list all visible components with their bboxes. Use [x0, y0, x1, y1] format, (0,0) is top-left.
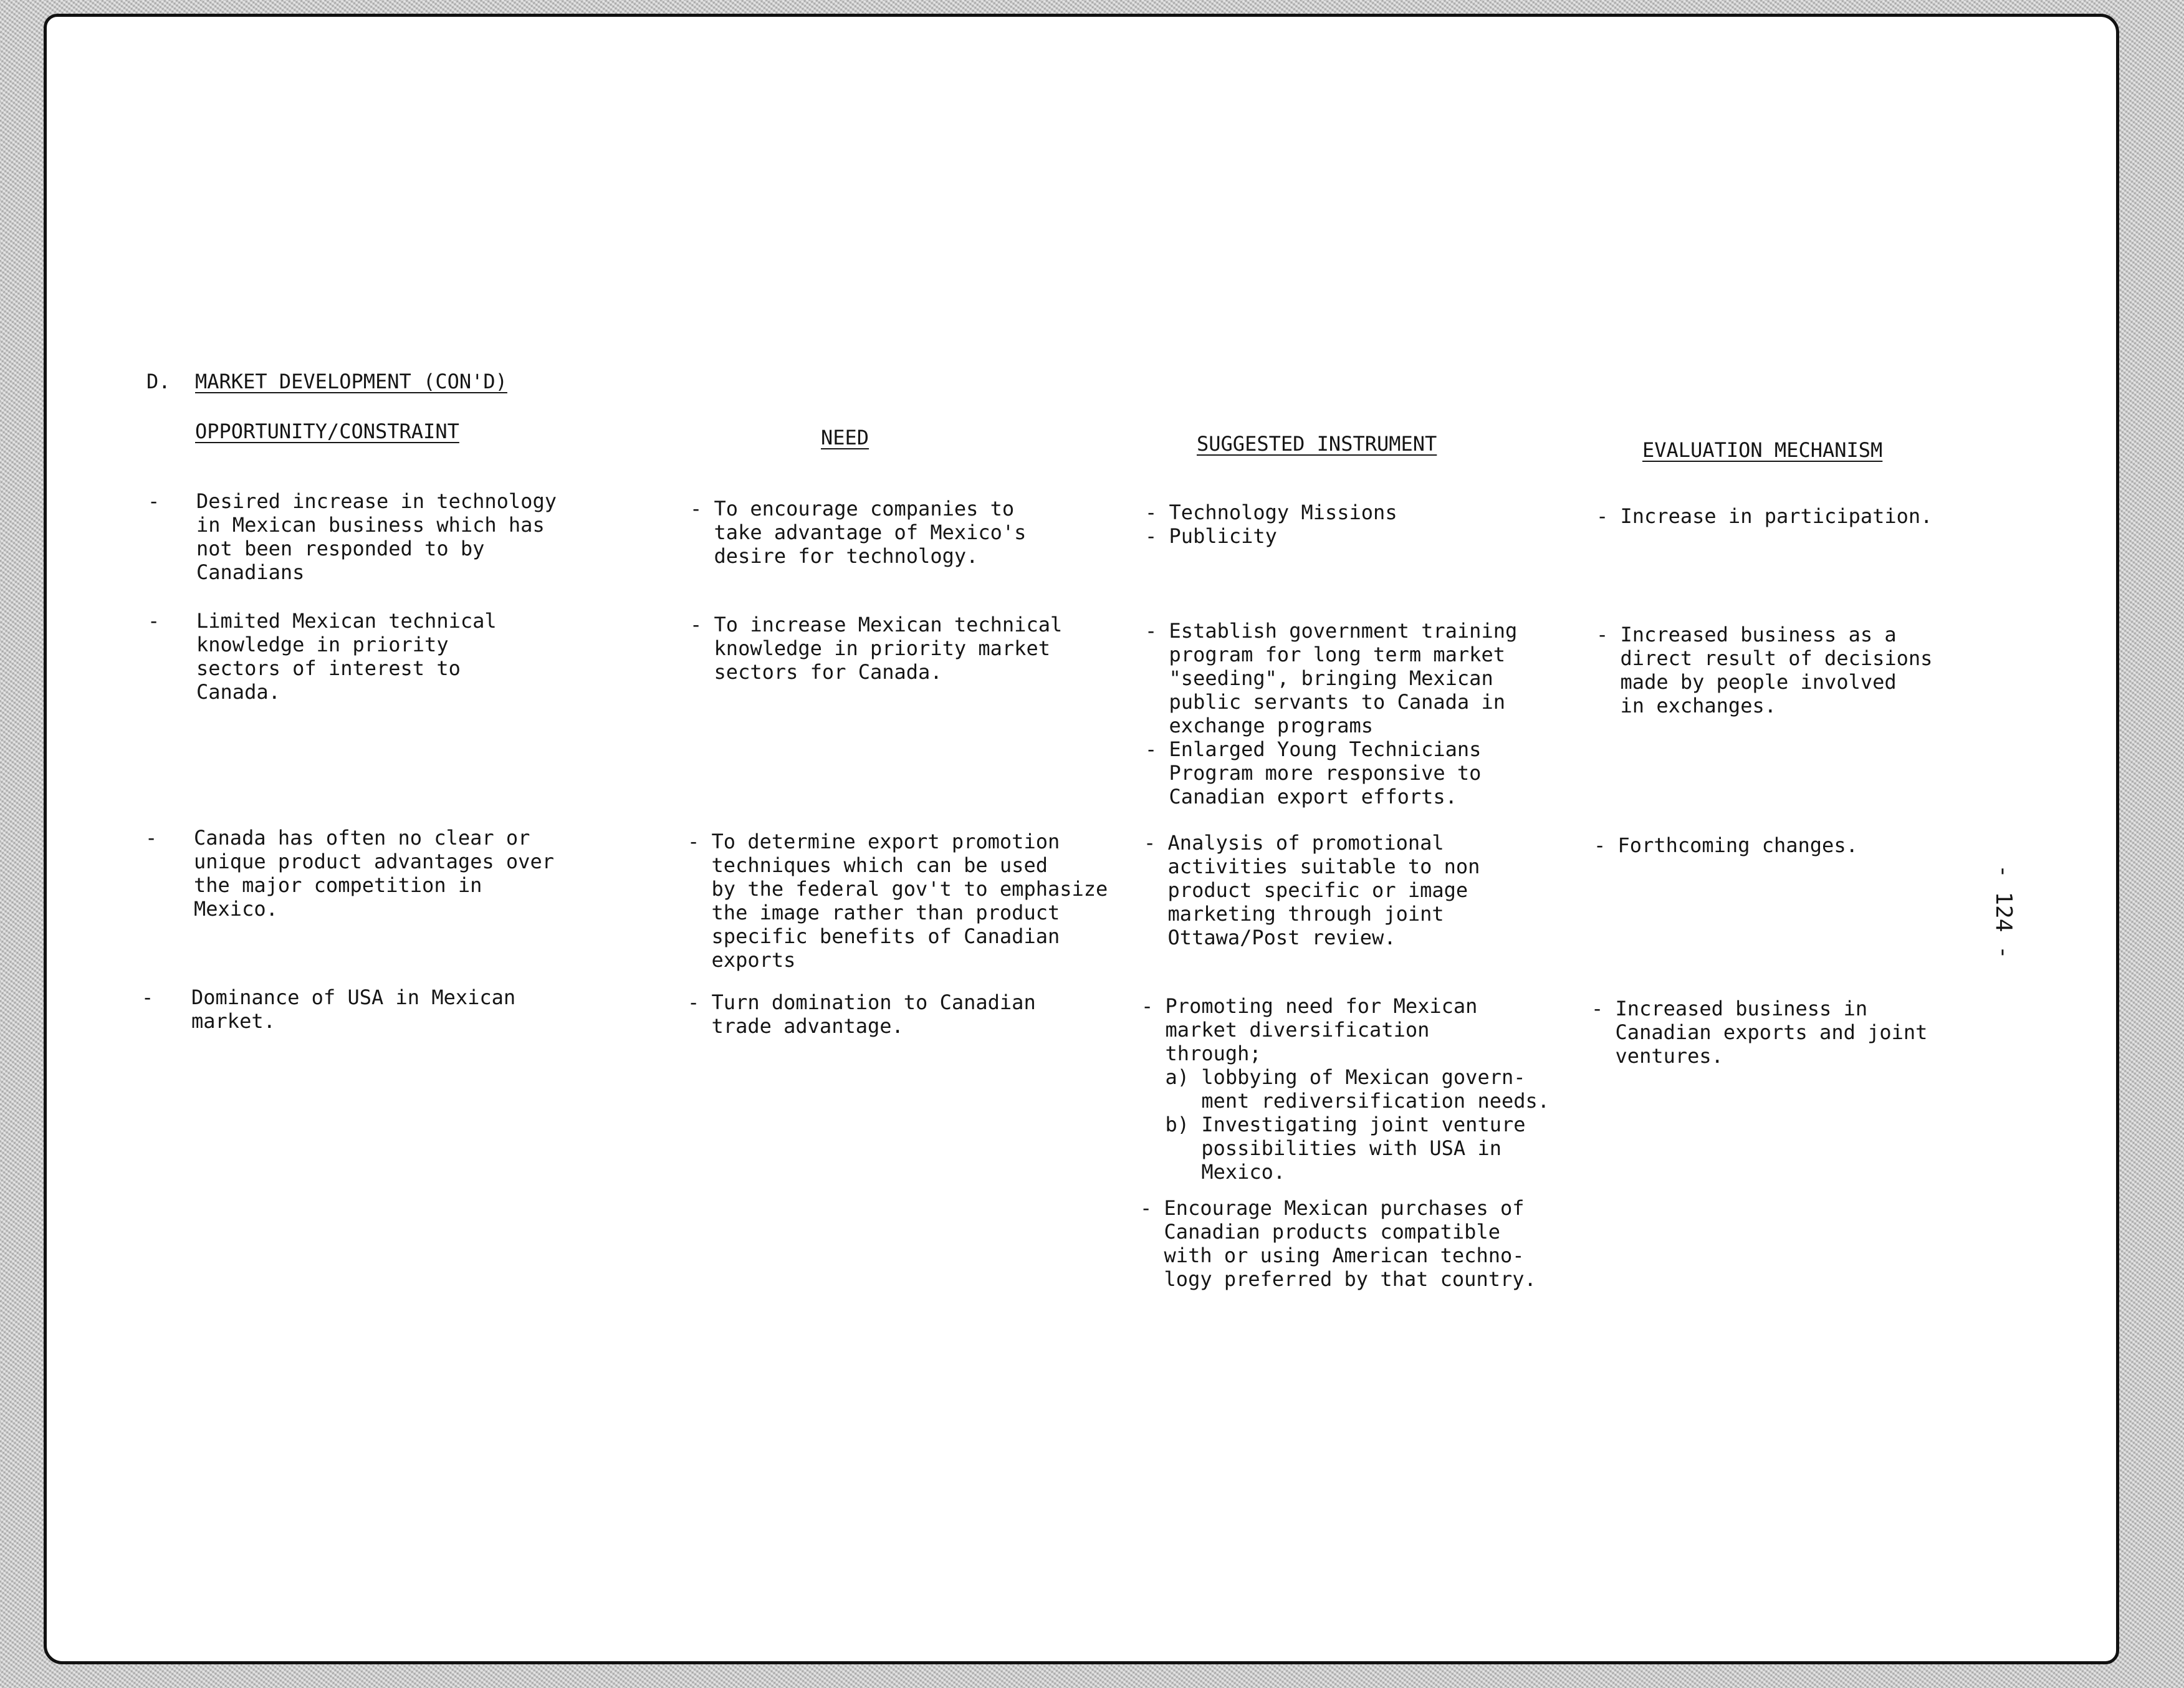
header-opportunity-constraint: OPPORTUNITY/CONSTRAINT — [195, 420, 459, 443]
row-bullet: - — [145, 826, 158, 850]
row2-need: - To increase Mexican technical knowledge in priority market sectors for Canada. — [690, 613, 1063, 684]
header-need: NEED — [821, 426, 869, 449]
page-number: - 124 - — [1991, 865, 2016, 959]
row3-evaluation: - Forthcoming changes. — [1594, 833, 1858, 857]
row3-instrument: - Analysis of promotional activities suitable to non product specific or image marketing through joint Ottawa/Post review. — [1144, 831, 1480, 949]
row4-evaluation: - Increased business in Canadian exports and joint ventures. — [1591, 997, 1928, 1068]
section-letter: D. — [146, 370, 171, 393]
header-suggested-instrument: SUGGESTED INSTRUMENT — [1197, 432, 1437, 456]
row-bullet: - — [148, 609, 160, 633]
row1-need: - To encourage companies to take advantage of Mexico's desire for technology. — [690, 497, 1027, 568]
document-page — [44, 14, 2119, 1664]
row2-evaluation: - Increased business as a direct result of decisions made by people involved in exchanges. — [1596, 623, 1933, 717]
row4-opportunity: Dominance of USA in Mexican market. — [191, 985, 516, 1033]
row-bullet: - — [141, 985, 154, 1009]
row3-need: - To determine export promotion techniques which can be used by the federal gov't to emphasize the image rather than product specific benefits of Canadian exports — [687, 830, 1108, 972]
row4-need: - Turn domination to Canadian trade advantage. — [687, 990, 1036, 1038]
header-evaluation-mechanism: EVALUATION MECHANISM — [1642, 438, 1883, 462]
row4-instrument-extra: - Encourage Mexican purchases of Canadian products compatible with or using American techno- logy preferred by that country. — [1140, 1196, 1536, 1291]
row-bullet: - — [148, 489, 160, 513]
row3-opportunity: Canada has often no clear or unique product advantages over the major competition in Mexico. — [194, 826, 554, 921]
row1-opportunity: Desired increase in technology in Mexican business which has not been responded to by Canadians — [196, 489, 557, 584]
row4-instrument: - Promoting need for Mexican market diversification through; a) lobbying of Mexican govern- ment rediversification needs. b) Investigating joint venture possibilities with USA in Mexico. — [1141, 994, 1550, 1184]
row1-instrument: - Technology Missions - Publicity — [1145, 501, 1397, 548]
row2-instrument: - Establish government training program for long term market "seeding", bringing Mexican public servants to Canada in exchange programs - Enlarged Young Technicians Program more responsive to Canadian export efforts. — [1145, 619, 1518, 808]
section-title: MARKET DEVELOPMENT (CON'D) — [195, 370, 507, 393]
row1-evaluation: - Increase in participation. — [1596, 504, 1933, 528]
row2-opportunity: Limited Mexican technical knowledge in priority sectors of interest to Canada. — [196, 609, 497, 704]
